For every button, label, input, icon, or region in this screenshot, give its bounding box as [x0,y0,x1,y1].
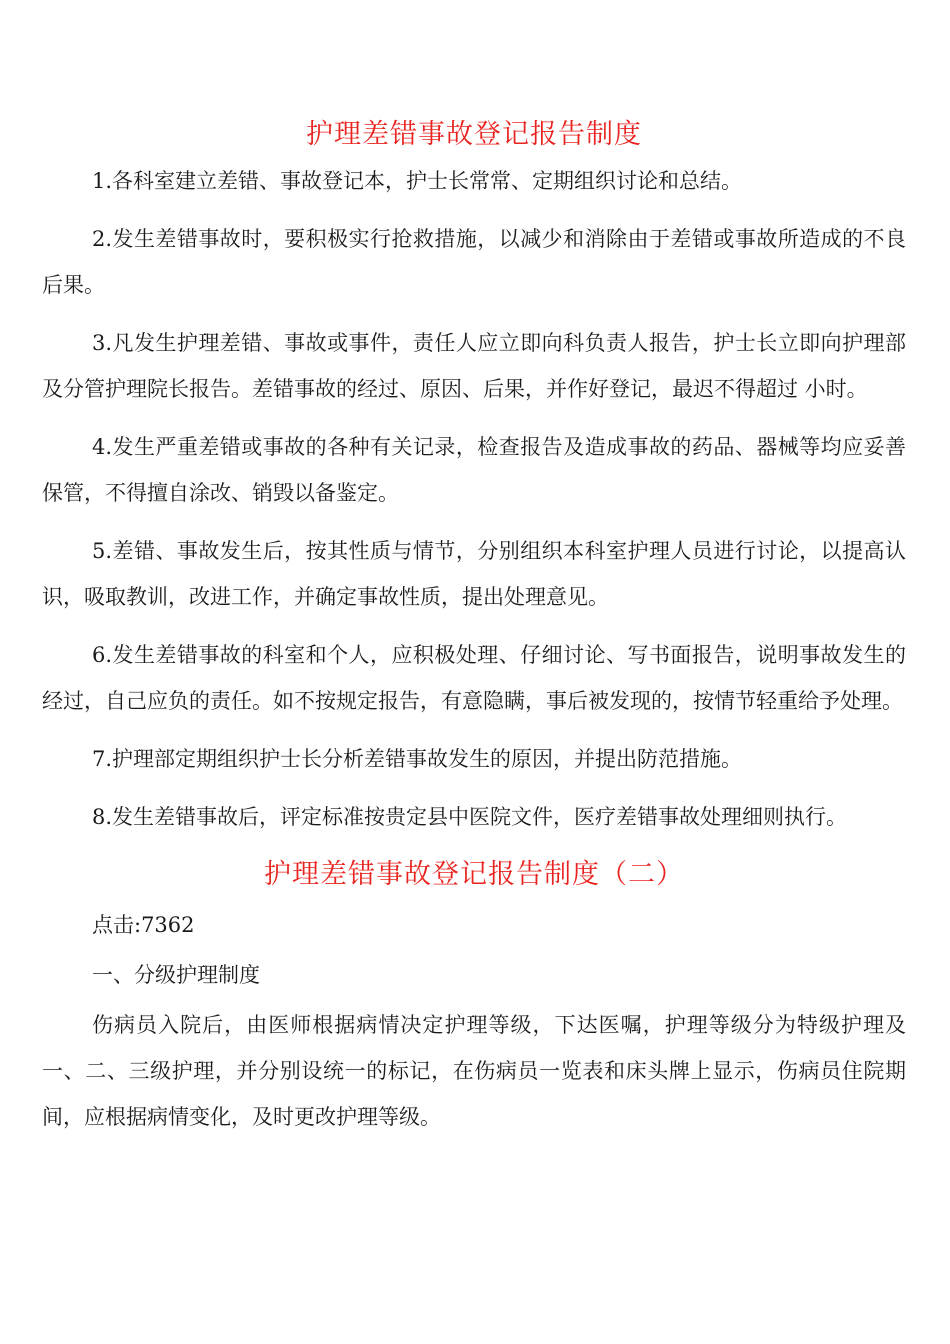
rule-item-2: 2.发生差错事故时，要积极实行抢救措施，以减少和消除由于差错或事故所造成的不良后果。 [42,227,906,297]
section-subheading: 一、分级护理制度 [92,963,260,987]
document-title: 护理差错事故登记报告制度 [306,119,642,150]
click-count: 点击:7362 [92,913,195,937]
rule-item-6: 6.发生差错事故的科室和个人，应积极处理、仔细讨论、写书面报告，说明事故发生的经过，自己应负的责任。如不按规定报告，有意隐瞒，事后被发现的，按情节轻重给予处理。 [42,643,906,713]
rule-item-4: 4.发生严重差错或事故的各种有关记录，检查报告及造成事故的药品、器械等均应妥善保管，不得擅自涂改、销毁以备鉴定。 [42,435,906,505]
rule-item-8: 8.发生差错事故后，评定标准按贵定县中医院文件，医疗差错事故处理细则执行。 [92,805,848,829]
document-page [42,112,906,1152]
rule-item-7: 7.护理部定期组织护士长分析差错事故发生的原因，并提出防范措施。 [92,747,743,771]
rule-item-1: 1.各科室建立差错、事故登记本，护士长常常、定期组织讨论和总结。 [92,169,743,193]
rule-item-3: 3.凡发生护理差错、事故或事件，责任人应立即向科负责人报告，护士长立即向护理部及分管护理院长报告。差错事故的经过、原因、后果，并作好登记，最迟不得超过 小时。 [42,331,906,401]
section-2-title: 护理差错事故登记报告制度（二） [264,859,684,890]
section-body-paragraph: 伤病员入院后，由医师根据病情决定护理等级，下达医嘱，护理等级分为特级护理及一、二、三级护理，并分别设统一的标记，在伤病员一览表和床头牌上显示，伤病员住院期间，应根据病情变化，及时更改护理等级。 [42,1013,906,1129]
rule-item-5: 5.差错、事故发生后，按其性质与情节，分别组织本科室护理人员进行讨论，以提高认识，吸取教训，改进工作，并确定事故性质，提出处理意见。 [42,539,906,609]
